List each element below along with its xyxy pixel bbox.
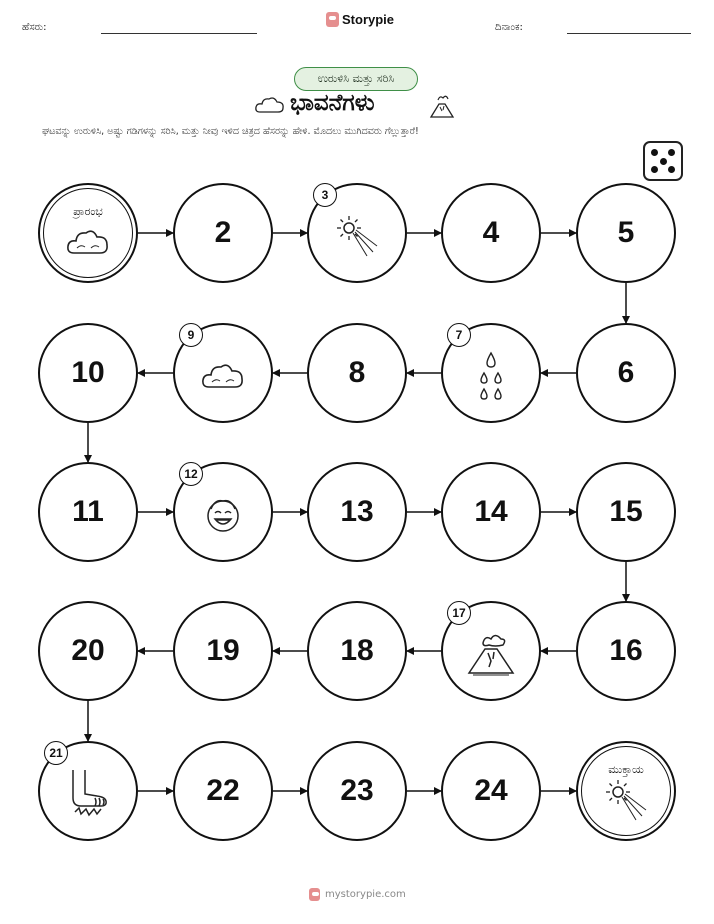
cell-number-badge: 21 bbox=[44, 741, 68, 765]
stomping-foot-icon bbox=[59, 768, 117, 820]
volcano-icon bbox=[465, 629, 517, 679]
cell-number-badge: 17 bbox=[447, 601, 471, 625]
finish-cell[interactable] bbox=[576, 741, 676, 841]
board-cell[interactable] bbox=[576, 323, 676, 423]
board-cell[interactable] bbox=[38, 741, 138, 841]
cloud-icon bbox=[200, 360, 246, 392]
board-cell[interactable] bbox=[173, 183, 273, 283]
board-cell[interactable] bbox=[307, 601, 407, 701]
instructions: ಘಟವನ್ನು ಉರುಳಿಸಿ, ಅಷ್ಟು ಗಡಿಗಳನ್ನು ಸರಿಸಿ, ಮತ್ತು ನೀವು ಇಳಿದ ಚಿತ್ರದ ಹೆಸರನ್ನು ಹೇಳಿ. ಮೊದಲು ಮುಗಿದವರು ಗೆಲ್ಲುತ್ತಾರೆ! bbox=[42, 126, 419, 137]
laughing-face-icon bbox=[203, 495, 243, 535]
cell-number: 22 bbox=[206, 774, 240, 807]
cell-number-badge: 7 bbox=[447, 323, 471, 347]
cell-number: 10 bbox=[71, 356, 105, 389]
finish-label: ಮುಕ್ತಾಯ bbox=[608, 763, 644, 776]
board-cell[interactable] bbox=[173, 462, 273, 562]
cell-number: 13 bbox=[340, 495, 374, 528]
board-cell[interactable] bbox=[441, 323, 541, 423]
board-cell[interactable] bbox=[173, 323, 273, 423]
cell-number: 8 bbox=[348, 356, 366, 389]
sun-ray-icon bbox=[602, 776, 650, 824]
cell-number: 18 bbox=[340, 634, 374, 667]
board-cell[interactable] bbox=[307, 183, 407, 283]
cell-number: 14 bbox=[474, 495, 508, 528]
cell-number: 23 bbox=[340, 774, 374, 807]
cell-number: 19 bbox=[206, 634, 240, 667]
board-cell[interactable] bbox=[576, 183, 676, 283]
board-cell[interactable] bbox=[441, 183, 541, 283]
cell-number-badge: 12 bbox=[179, 462, 203, 486]
cell-number-badge: 3 bbox=[313, 183, 337, 207]
page-title: ಭಾವನೆಗಳು bbox=[290, 90, 375, 116]
activity-pill: ಉರುಳಿಸಿ ಮತ್ತು ಸರಿಸಿ bbox=[294, 67, 418, 91]
board-cell[interactable] bbox=[441, 741, 541, 841]
board-cell[interactable] bbox=[576, 462, 676, 562]
storypie-logo-icon bbox=[309, 888, 320, 901]
brand-name: Storypie bbox=[342, 12, 395, 27]
board-cell[interactable] bbox=[441, 601, 541, 701]
cloud-icon bbox=[65, 226, 111, 258]
sun-ray-icon bbox=[333, 212, 381, 260]
footer bbox=[309, 888, 406, 901]
board-cell[interactable] bbox=[441, 462, 541, 562]
cell-number: 20 bbox=[71, 634, 105, 667]
board-cell[interactable] bbox=[38, 462, 138, 562]
start-cell[interactable] bbox=[38, 183, 138, 283]
cell-number: 4 bbox=[482, 216, 500, 249]
cell-number: 16 bbox=[609, 634, 643, 667]
cell-number: 2 bbox=[214, 216, 232, 249]
board-cell[interactable] bbox=[38, 601, 138, 701]
board-cell[interactable] bbox=[173, 601, 273, 701]
cell-number: 5 bbox=[617, 216, 635, 249]
board-cell[interactable] bbox=[307, 462, 407, 562]
board-cell[interactable] bbox=[173, 741, 273, 841]
board-cell[interactable] bbox=[307, 741, 407, 841]
cell-number: 24 bbox=[474, 774, 508, 807]
board-cell[interactable] bbox=[576, 601, 676, 701]
cell-number: 6 bbox=[617, 356, 635, 389]
raindrops-icon bbox=[474, 351, 508, 401]
cell-number: 15 bbox=[609, 495, 643, 528]
name-label: ಹೆಸರು: bbox=[22, 22, 47, 33]
start-label: ಪ್ರಾರಂಭ bbox=[73, 205, 103, 218]
board-cell[interactable] bbox=[38, 323, 138, 423]
cell-number-badge: 9 bbox=[179, 323, 203, 347]
board-cell[interactable] bbox=[307, 323, 407, 423]
cell-number: 11 bbox=[72, 495, 104, 528]
footer-url[interactable]: mystorypie.com bbox=[325, 889, 406, 900]
date-label: ದಿನಾಂಕ: bbox=[495, 22, 523, 33]
